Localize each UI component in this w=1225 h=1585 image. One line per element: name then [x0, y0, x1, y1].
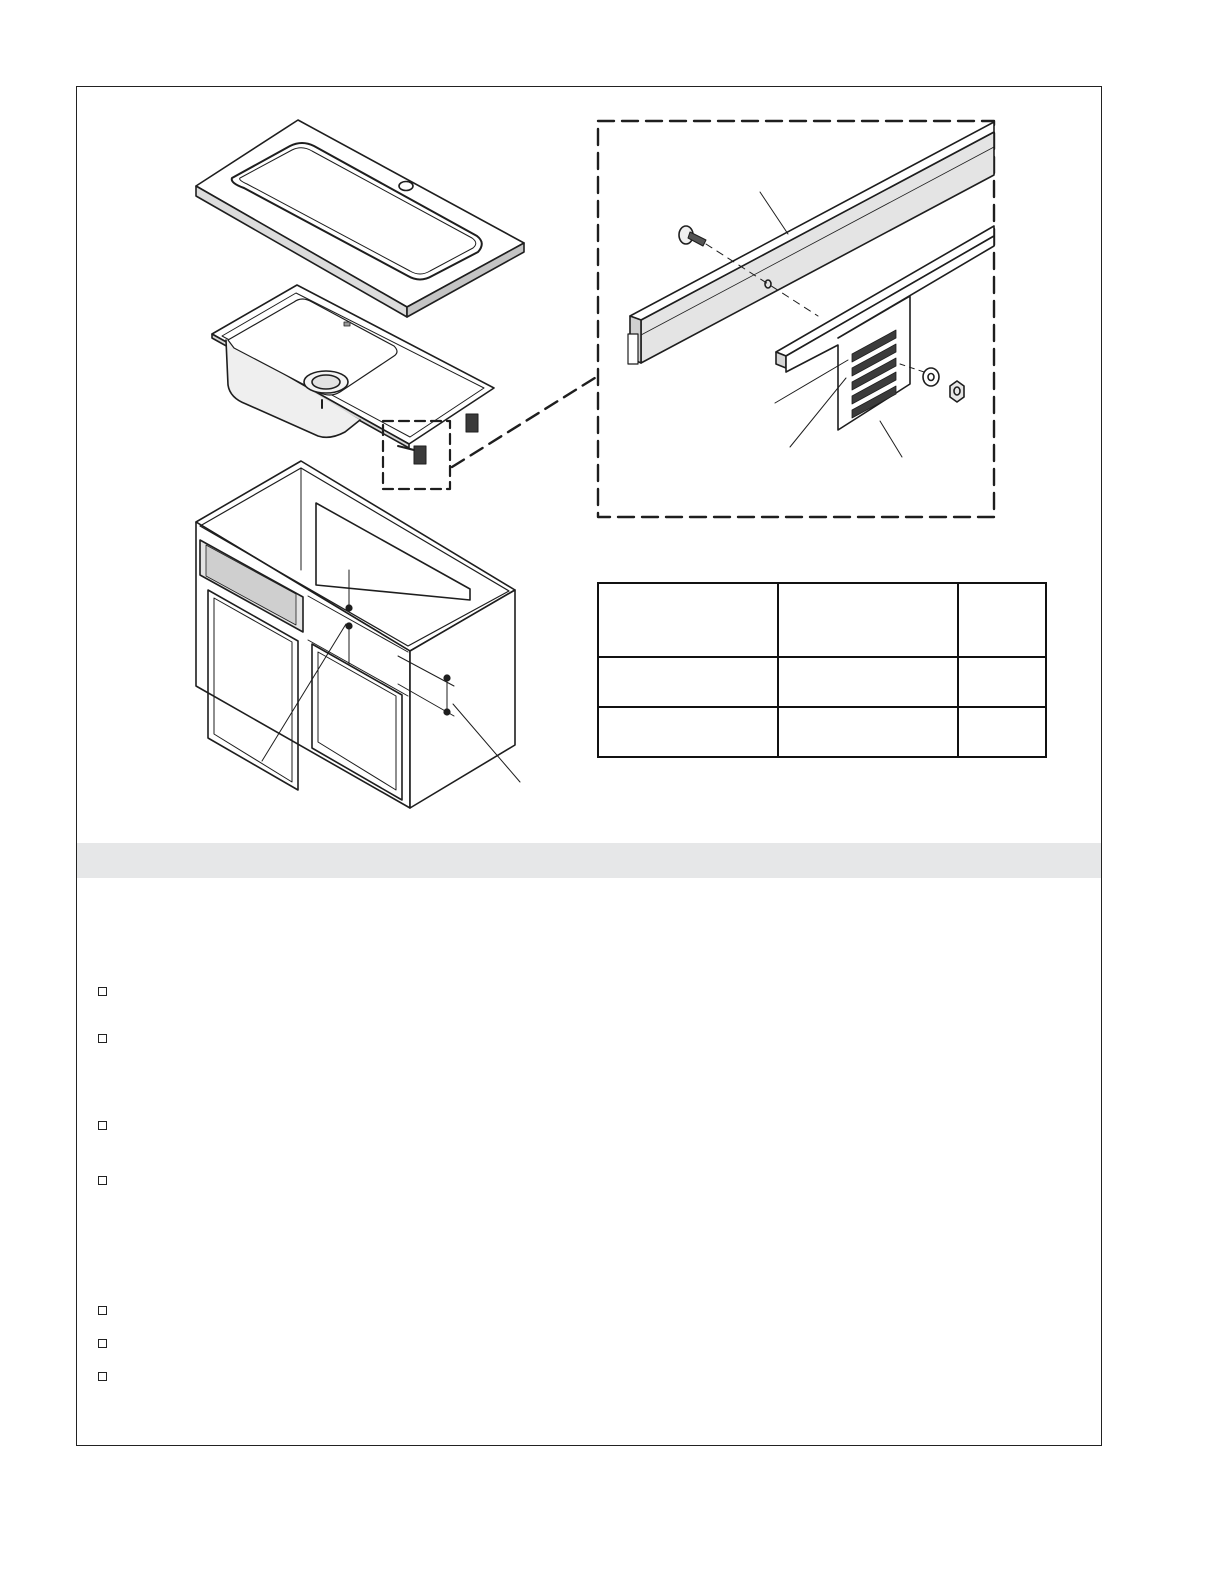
checklist-item [98, 1116, 119, 1134]
cabinet-drawing [196, 461, 515, 808]
checkbox-icon[interactable] [98, 1372, 107, 1381]
checklist-item [98, 1171, 119, 1189]
checklist-item [98, 1367, 119, 1385]
section-band [77, 843, 1101, 878]
table-cell [958, 657, 1046, 707]
checkbox-icon[interactable] [98, 1176, 107, 1185]
specification-table [597, 582, 1047, 758]
table-row [598, 707, 1046, 757]
screw-drawing [679, 226, 706, 246]
checkbox-icon[interactable] [98, 1121, 107, 1130]
table-header-cell [778, 583, 958, 657]
table-cell [598, 707, 778, 757]
checkbox-icon[interactable] [98, 1339, 107, 1348]
checklist-item [98, 1029, 119, 1047]
table-cell [778, 707, 958, 757]
checkbox-icon[interactable] [98, 1306, 107, 1315]
table-cell [958, 707, 1046, 757]
section-band-title [77, 843, 1101, 859]
countertop-drawing [196, 120, 524, 317]
checklist-item [98, 1301, 119, 1319]
checklist-item [98, 982, 119, 1000]
table-header-row [598, 583, 1046, 657]
checkbox-icon[interactable] [98, 987, 107, 996]
table-row [598, 657, 1046, 707]
checklist-item [98, 1334, 119, 1352]
checkbox-icon[interactable] [98, 1034, 107, 1043]
table-header-cell [598, 583, 778, 657]
sink-drawing [212, 285, 494, 464]
table-cell [778, 657, 958, 707]
table-cell [598, 657, 778, 707]
table-header-cell [958, 583, 1046, 657]
